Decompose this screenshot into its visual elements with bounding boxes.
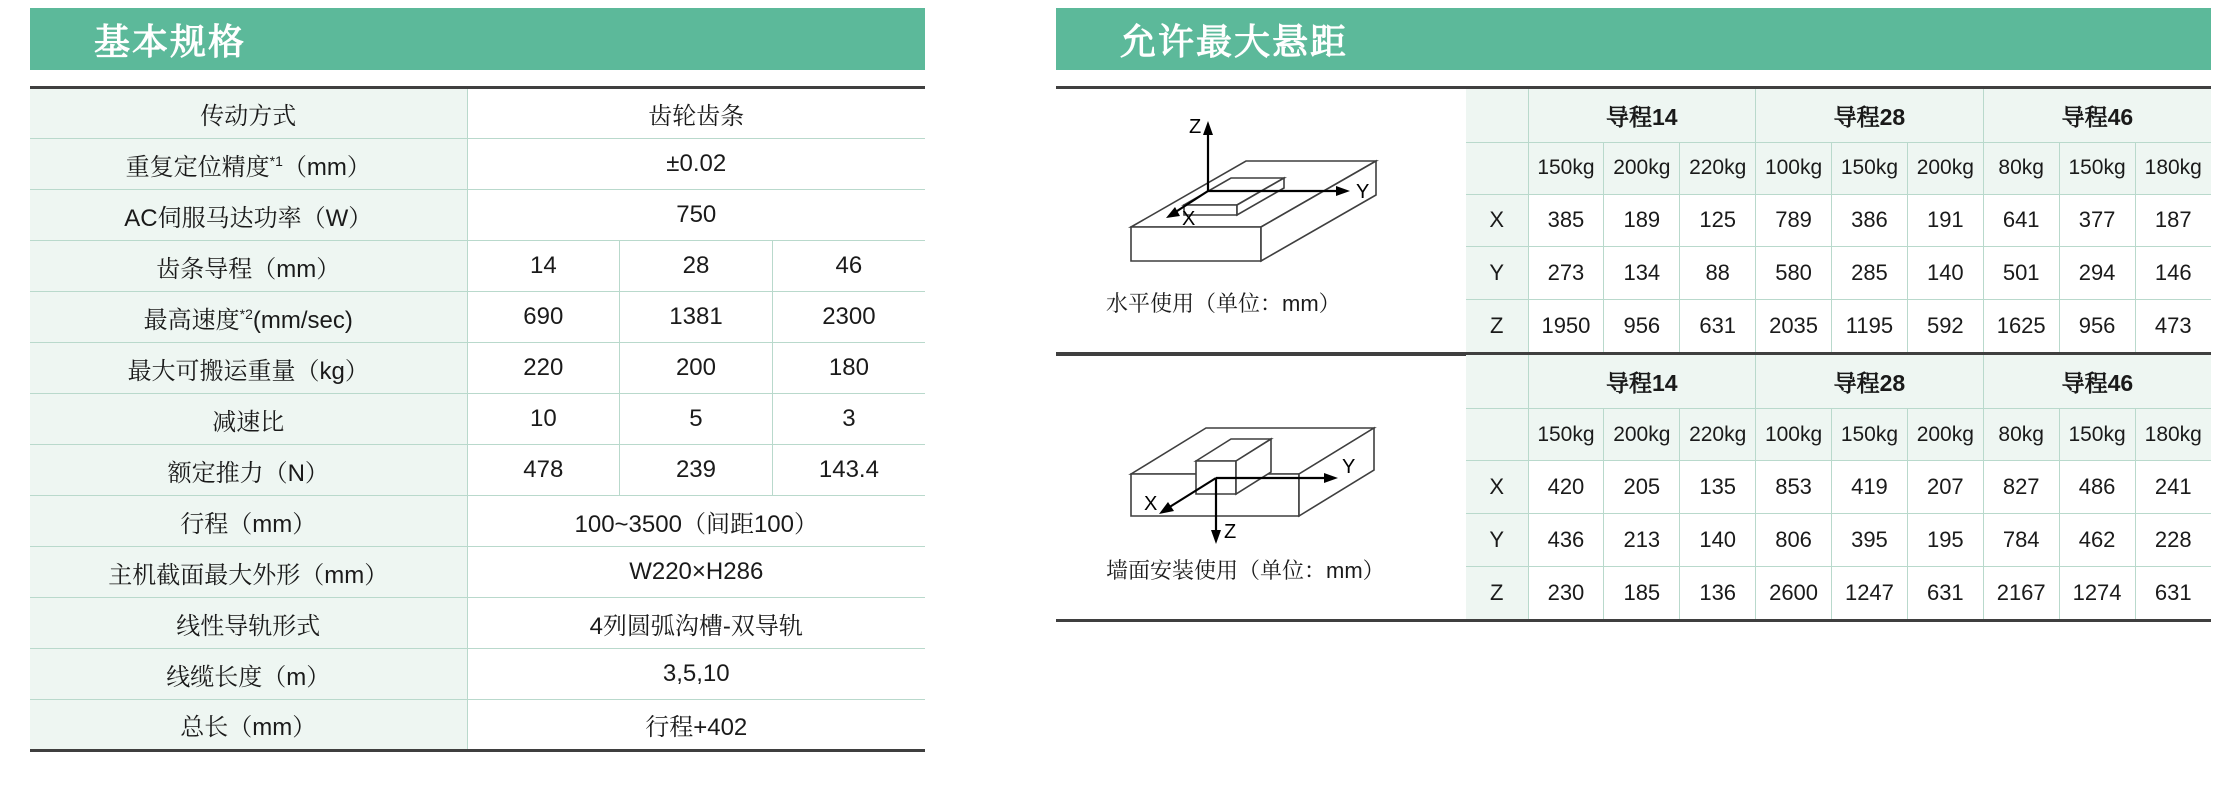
overhang-lead-header: 导程46	[1983, 355, 2211, 409]
overhang-value: 631	[2135, 566, 2211, 619]
overhang-table-horizontal	[1466, 89, 2211, 352]
spec-value: 180	[772, 343, 925, 394]
overhang-value: 189	[1604, 194, 1680, 247]
spec-label: 总长（mm）	[30, 700, 467, 751]
overhang-axis-label: Y	[1466, 513, 1528, 566]
spec-row	[30, 241, 925, 292]
spec-value: 46	[772, 241, 925, 292]
spec-label: 额定推力（N）	[30, 445, 467, 496]
spec-value: 14	[467, 241, 620, 292]
overhang-load-header: 220kg	[1680, 409, 1756, 461]
overhang-load-header: 220kg	[1680, 143, 1756, 195]
overhang-axis-label: Y	[1466, 247, 1528, 300]
svg-text:Z: Z	[1189, 116, 1202, 138]
overhang-value: 2035	[1756, 299, 1832, 352]
overhang-load-header: 200kg	[1907, 409, 1983, 461]
spec-value: 10	[467, 394, 620, 445]
spec-value: ±0.02	[467, 139, 925, 190]
overhang-value: 956	[2059, 299, 2135, 352]
spec-label: 线性导轨形式	[30, 598, 467, 649]
spec-label: 线缆长度（m）	[30, 649, 467, 700]
overhang-value: 806	[1756, 513, 1832, 566]
overhang-lead-header: 导程28	[1756, 355, 1984, 409]
overhang-block-horizontal	[1056, 86, 2211, 355]
spec-value: 3	[772, 394, 925, 445]
overhang-value: 631	[1680, 299, 1756, 352]
overhang-value: 228	[2135, 513, 2211, 566]
svg-text:X: X	[1182, 208, 1196, 230]
overhang-value: 592	[1907, 299, 1983, 352]
overhang-load-header: 180kg	[2135, 143, 2211, 195]
spec-label: 齿条导程（mm）	[30, 241, 467, 292]
spec-row	[30, 445, 925, 496]
overhang-lead-header-row	[1466, 355, 2211, 409]
spec-label: 最高速度$^{*2}$(mm/sec)	[30, 292, 467, 343]
overhang-value: 230	[1528, 566, 1604, 619]
svg-text:Z: Z	[1224, 521, 1237, 543]
spec-value: 2300	[772, 292, 925, 343]
spec-label: 重复定位精度$^{*1}$（mm）	[30, 139, 467, 190]
spec-label: 主机截面最大外形（mm）	[30, 547, 467, 598]
overhang-load-header: 100kg	[1756, 409, 1832, 461]
overhang-value: 88	[1680, 247, 1756, 300]
overhang-data-row	[1466, 247, 2211, 300]
overhang-value: 195	[1907, 513, 1983, 566]
spec-label: AC伺服马达功率（W）	[30, 190, 467, 241]
overhang-value: 185	[1604, 566, 1680, 619]
overhang-load-header: 80kg	[1983, 409, 2059, 461]
svg-text:Y: Y	[1356, 181, 1370, 203]
overhang-value: 486	[2059, 461, 2135, 514]
spec-label: 减速比	[30, 394, 467, 445]
spec-row	[30, 649, 925, 700]
spec-value: 5	[620, 394, 773, 445]
overhang-load-header: 150kg	[1832, 143, 1908, 195]
spec-row	[30, 547, 925, 598]
horizontal-axis-diagram	[1056, 89, 1466, 352]
spec-row	[30, 190, 925, 241]
spec-value: 齿轮齿条	[467, 88, 925, 139]
overhang-value: 285	[1832, 247, 1908, 300]
overhang-value: 125	[1680, 194, 1756, 247]
overhang-value: 377	[2059, 194, 2135, 247]
overhang-value: 419	[1832, 461, 1908, 514]
overhang-value: 213	[1604, 513, 1680, 566]
overhang-value: 134	[1604, 247, 1680, 300]
overhang-load-header: 200kg	[1604, 143, 1680, 195]
wall-mount-axis-diagram	[1056, 355, 1466, 619]
overhang-value: 2167	[1983, 566, 2059, 619]
overhang-value: 956	[1604, 299, 1680, 352]
spec-label: 行程（mm）	[30, 496, 467, 547]
overhang-value: 420	[1528, 461, 1604, 514]
overhang-lead-header: 导程14	[1528, 355, 1756, 409]
basic-specifications-table	[30, 86, 925, 752]
overhang-value: 140	[1680, 513, 1756, 566]
overhang-axis-label: Z	[1466, 299, 1528, 352]
spec-row	[30, 496, 925, 547]
spec-value: W220×H286	[467, 547, 925, 598]
spec-label: 最大可搬运重量（kg）	[30, 343, 467, 394]
overhang-value: 187	[2135, 194, 2211, 247]
overhang-value: 135	[1680, 461, 1756, 514]
spec-row	[30, 394, 925, 445]
overhang-load-header: 150kg	[1832, 409, 1908, 461]
overhang-block-wall	[1056, 355, 2211, 622]
overhang-value: 1950	[1528, 299, 1604, 352]
spec-row	[30, 88, 925, 139]
overhang-load-header-row	[1466, 409, 2211, 461]
overhang-value: 580	[1756, 247, 1832, 300]
overhang-value: 191	[1907, 194, 1983, 247]
overhang-value: 1195	[1832, 299, 1908, 352]
overhang-value: 273	[1528, 247, 1604, 300]
spec-value: 4列圆弧沟槽-双导轨	[467, 598, 925, 649]
overhang-load-header: 200kg	[1604, 409, 1680, 461]
overhang-value: 473	[2135, 299, 2211, 352]
overhang-value: 1247	[1832, 566, 1908, 619]
overhang-value: 784	[1983, 513, 2059, 566]
overhang-corner-cell	[1466, 409, 1528, 461]
overhang-data-row	[1466, 194, 2211, 247]
wall-diagram-caption: 墙面安装使用（单位：mm）	[1106, 558, 1385, 583]
overhang-value: 1625	[1983, 299, 2059, 352]
overhang-value: 2600	[1756, 566, 1832, 619]
overhang-value: 386	[1832, 194, 1908, 247]
overhang-lead-header: 导程14	[1528, 89, 1756, 143]
overhang-load-header: 150kg	[1528, 409, 1604, 461]
spec-value: 690	[467, 292, 620, 343]
max-overhang-panel	[1056, 8, 2211, 622]
overhang-data-row	[1466, 566, 2211, 619]
svg-text:X: X	[1144, 493, 1158, 515]
overhang-load-header: 180kg	[2135, 409, 2211, 461]
overhang-value: 385	[1528, 194, 1604, 247]
overhang-value: 853	[1756, 461, 1832, 514]
spec-label: 传动方式	[30, 88, 467, 139]
overhang-load-header: 150kg	[2059, 143, 2135, 195]
spec-value: 28	[620, 241, 773, 292]
overhang-value: 1274	[2059, 566, 2135, 619]
overhang-data-row	[1466, 513, 2211, 566]
basic-specifications-panel	[30, 8, 925, 752]
overhang-value: 140	[1907, 247, 1983, 300]
svg-text:Y: Y	[1342, 456, 1356, 478]
spec-row	[30, 700, 925, 751]
overhang-value: 294	[2059, 247, 2135, 300]
spec-value: 143.4	[772, 445, 925, 496]
spec-value: 100~3500（间距100）	[467, 496, 925, 547]
overhang-axis-label: X	[1466, 461, 1528, 514]
spec-row	[30, 139, 925, 190]
overhang-value: 241	[2135, 461, 2211, 514]
overhang-load-header-row	[1466, 143, 2211, 195]
horizontal-diagram-caption: 水平使用（单位：mm）	[1106, 291, 1341, 316]
overhang-load-header: 80kg	[1983, 143, 2059, 195]
spec-value: 行程+402	[467, 700, 925, 751]
overhang-value: 631	[1907, 566, 1983, 619]
spec-value: 478	[467, 445, 620, 496]
overhang-value: 136	[1680, 566, 1756, 619]
overhang-value: 827	[1983, 461, 2059, 514]
overhang-value: 462	[2059, 513, 2135, 566]
overhang-lead-header: 导程46	[1983, 89, 2211, 143]
max-overhang-title: 允许最大悬距	[1056, 8, 2211, 70]
spec-value: 3,5,10	[467, 649, 925, 700]
overhang-value: 207	[1907, 461, 1983, 514]
spec-value: 1381	[620, 292, 773, 343]
spec-value: 220	[467, 343, 620, 394]
overhang-load-header: 150kg	[2059, 409, 2135, 461]
overhang-lead-header: 导程28	[1756, 89, 1984, 143]
overhang-load-header: 150kg	[1528, 143, 1604, 195]
overhang-data-row	[1466, 299, 2211, 352]
overhang-load-header: 200kg	[1907, 143, 1983, 195]
overhang-lead-header-row	[1466, 89, 2211, 143]
spec-value: 200	[620, 343, 773, 394]
overhang-value: 395	[1832, 513, 1908, 566]
overhang-value: 436	[1528, 513, 1604, 566]
spec-row	[30, 343, 925, 394]
spec-row	[30, 598, 925, 649]
overhang-axis-label: X	[1466, 194, 1528, 247]
spec-value: 750	[467, 190, 925, 241]
spec-value: 239	[620, 445, 773, 496]
overhang-value: 205	[1604, 461, 1680, 514]
overhang-corner-cell	[1466, 143, 1528, 195]
overhang-value: 789	[1756, 194, 1832, 247]
overhang-table-wall	[1466, 355, 2211, 619]
overhang-load-header: 100kg	[1756, 143, 1832, 195]
overhang-value: 641	[1983, 194, 2059, 247]
overhang-value: 146	[2135, 247, 2211, 300]
overhang-corner-cell	[1466, 89, 1528, 143]
basic-specifications-title: 基本规格	[30, 8, 925, 70]
spec-row	[30, 292, 925, 343]
overhang-corner-cell	[1466, 355, 1528, 409]
overhang-axis-label: Z	[1466, 566, 1528, 619]
overhang-data-row	[1466, 461, 2211, 514]
overhang-value: 501	[1983, 247, 2059, 300]
